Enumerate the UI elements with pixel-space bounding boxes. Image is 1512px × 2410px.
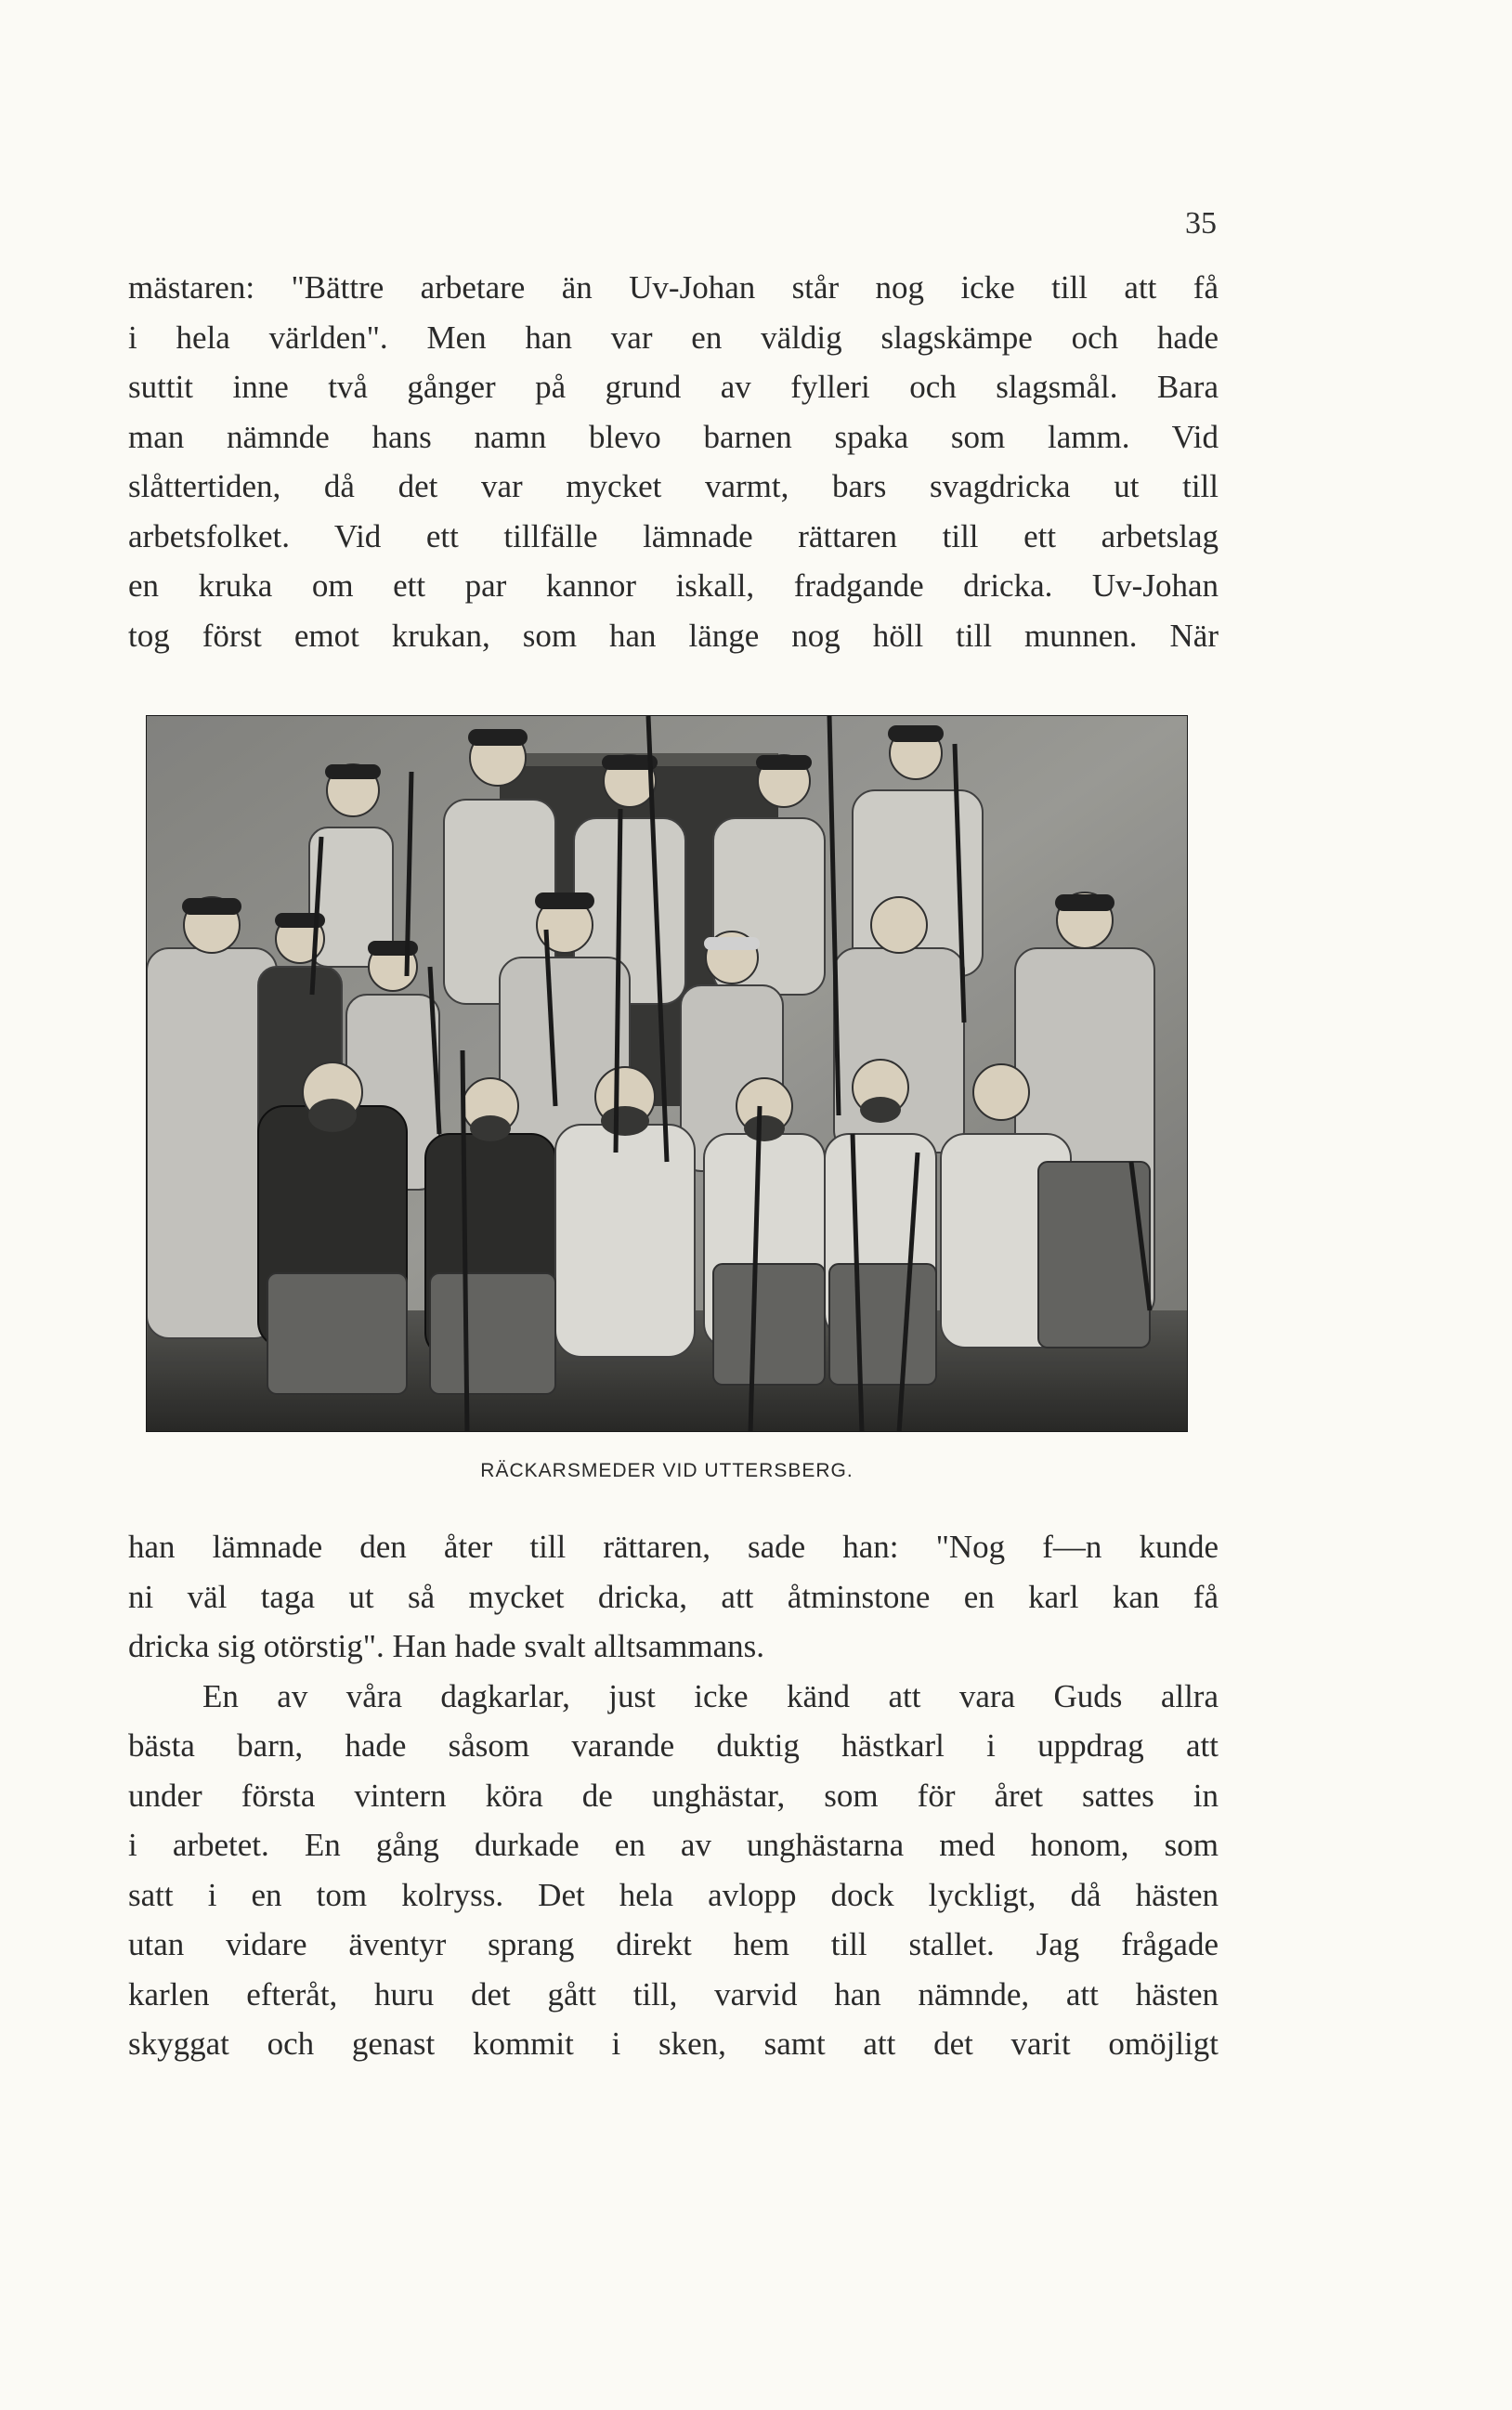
text-line: dricka sig otörstig". Han hade svalt alltsammans. bbox=[128, 1628, 764, 1664]
text-line: suttit inne två gånger på grund av fylleri och slagsmål. Bara bbox=[128, 369, 1219, 405]
group-photograph bbox=[146, 715, 1188, 1432]
text-line: skyggat och genast kommit i sken, samt att det varit omöjligt bbox=[128, 2026, 1219, 2062]
paragraph-top bbox=[128, 263, 1219, 660]
text-line: En av våra dagkarlar, just icke känd att vara Guds allra bbox=[202, 1677, 1219, 1714]
paragraph-bottom bbox=[128, 1522, 1219, 2069]
text-line: bästa barn, hade såsom varande duktig hästkarl i uppdrag att bbox=[128, 1727, 1219, 1764]
text-line: ni väl taga ut så mycket dricka, att åtminstone en karl kan få bbox=[128, 1578, 1219, 1615]
text-line: tog först emot krukan, som han länge nog höll till munnen. När bbox=[128, 617, 1219, 654]
text-line: mästaren: "Bättre arbetare än Uv-Johan står nog icke till att få bbox=[128, 269, 1219, 306]
text-line: i hela världen". Men han var en väldig slagskämpe och hade bbox=[128, 319, 1219, 356]
text-line: han lämnade den åter till rättaren, sade han: "Nog f—n kunde bbox=[128, 1529, 1219, 1565]
text-line: i arbetet. En gång durkade en av unghästarna med honom, som bbox=[128, 1827, 1219, 1863]
text-line: slåttertiden, då det var mycket varmt, bars svagdricka ut till bbox=[128, 468, 1219, 504]
photo-caption: RÄCKARSMEDER VID UTTERSBERG. bbox=[480, 1460, 854, 1481]
text-line: satt i en tom kolryss. Det hela avlopp dock lyckligt, då hästen bbox=[128, 1876, 1219, 1913]
text-line: arbetsfolket. Vid ett tillfälle lämnade rättaren till ett arbetslag bbox=[128, 517, 1219, 554]
text-line: man nämnde hans namn blevo barnen spaka som lamm. Vid bbox=[128, 418, 1219, 455]
text-line: utan vidare äventyr sprang direkt hem till stallet. Jag frågade bbox=[128, 1926, 1219, 1962]
photograph-illustration bbox=[147, 716, 1188, 1432]
text-line: karlen efteråt, huru det gått till, varvid han nämnde, att hästen bbox=[128, 1975, 1219, 2013]
text-line: en kruka om ett par kannor iskall, fradgande dricka. Uv-Johan bbox=[128, 567, 1219, 604]
page-number: 35 bbox=[1185, 206, 1217, 241]
text-line: under första vintern köra de unghästar, som för året sattes in bbox=[128, 1777, 1219, 1814]
